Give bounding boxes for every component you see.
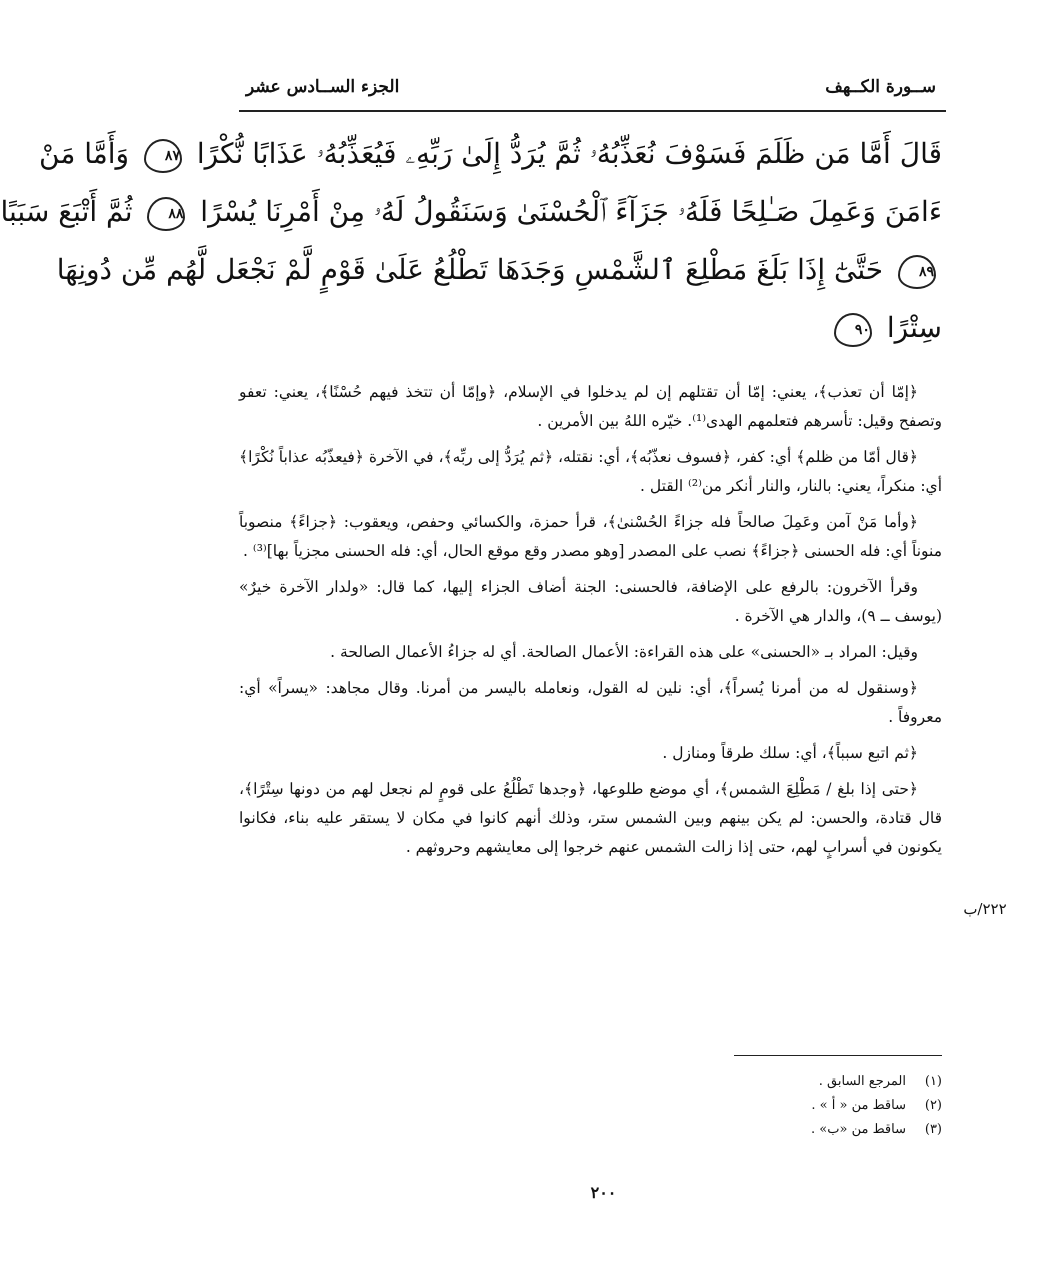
- ayah-number-marker: ٨٧: [144, 139, 182, 173]
- footnote-divider: [734, 1055, 942, 1056]
- footnote-item: [642, 1070, 942, 1094]
- commentary-paragraph: وقيل: المراد بـ «الحسنى» على هذه القراءة: الأعمال الصالحة. أي له جزاءُ الأعمال الصالحة .: [330, 643, 918, 661]
- quran-verse-text: ثُمَّ أَتْبَعَ سَبَبًا: [0, 195, 133, 228]
- footnote-item: [642, 1118, 942, 1142]
- footnote-text: ساقط من «ب» .: [811, 1122, 906, 1137]
- quran-verse-text: حَتَّىٰٓ إِذَا بَلَغَ مَطْلِعَ ٱلشَّمْسِ وَجَدَهَا تَطْلُعُ عَلَىٰ قَوْمٍ لَّمْ نَجْعَل لَّهُم مِّن دُونِهَا: [56, 253, 884, 286]
- header-divider: [239, 110, 946, 112]
- page-number: ٢٠٠: [590, 1183, 617, 1202]
- commentary-paragraph: ﴿ثم اتبع سبباً﴾، أي: سلك طرقاً ومنازل .: [662, 744, 918, 762]
- juz-title: الجزء الســادس عشر: [246, 77, 400, 97]
- commentary-body: [239, 378, 942, 869]
- commentary-paragraph: ﴿حتى إذا بلغ / مَطْلِعَ الشمس﴾، أي موضع طلوعها، ﴿وجدها تَطْلُعُ على قومٍ لم نجعل لهم من دونها سِتْرًا﴾، قال قتادة، والحسن: لم يكن بينهم وبين الشمس ستر، وذلك أنهم كانوا في مكان لا يستقر عليه بناء، فكانوا يكونون في أسرابٍ لهم، حتى إذا زالت الشمس عنهم خرجوا إلى معايشهم وحروثهم .: [239, 780, 942, 856]
- commentary-paragraph: ﴿إمّا أن تعذب﴾، يعني: إمّا أن تقتلهم إن لم يدخلوا في الإسلام، ﴿وإمّا أن تتخذ فيهم حُسْنًا﴾، يعني: تعفو وتصفح وقيل: تأسرهم فتعلمهم الهدى⁽¹⁾. خيّره اللهُ بين الأمرين .: [239, 383, 942, 430]
- commentary-paragraph: ﴿وأما مَنْ آمن وعَمِلَ صالحاً فله جزاءً الحُسْنىٰ﴾، قرأ حمزة، والكسائي وحفص، ويعقوب: ﴿جزاءً﴾ منصوباً منوناً أي: فله الحسنى ﴿جزاءً﴾ نصب على المصدر [وهو مصدر وقع موقع الحال، أي: فله الحسنى مجزياً بها]⁽³⁾ .: [239, 513, 942, 560]
- footnotes: [642, 1070, 942, 1142]
- commentary-paragraph: ﴿قال أمّا من ظلم﴾ أي: كفر، ﴿فسوف نعذّبُه﴾، أي: نقتله، ﴿ثم يُرَدُّ إلى ربِّه﴾، في الآخرة ﴿فيعذّبُه عذاباً نُكْرًا﴾ أي: منكراً، يعني: بالنار، والنار أنكر من⁽²⁾ القتل .: [239, 448, 942, 495]
- ayah-number-marker: ٨٩: [898, 255, 936, 289]
- commentary-paragraph: وقرأ الآخرون: بالرفع على الإضافة، فالحسنى: الجنة أضاف الجزاء إليها، كما قال: «ولدار الآخرة خيرٌ» (يوسف ــ ٩)، والدار هي الآخرة .: [239, 578, 942, 625]
- surah-title: ســورة الكــهف: [825, 77, 936, 97]
- footnote-text: المرجع السابق .: [818, 1074, 906, 1089]
- manuscript-folio-reference: ٢٢٢/ب: [963, 900, 1007, 918]
- commentary-paragraph: ﴿وسنقول له من أمرنا يُسراً﴾، أي: نلين له القول، ونعامله باليسر من أمرنا. وقال مجاهد: «يسراً» أي: معروفاً .: [239, 679, 942, 726]
- quran-line-1: [39, 125, 942, 183]
- quran-verse-text: سِتْرًا: [886, 311, 942, 344]
- footnote-number: (٣): [924, 1122, 942, 1137]
- quran-line-3: [56, 241, 942, 299]
- quran-line-2: [0, 183, 942, 241]
- footnote-number: (١): [924, 1074, 942, 1089]
- footnote-number: (٢): [924, 1098, 942, 1113]
- quran-verse-text: وَأَمَّا مَنْ: [39, 137, 130, 170]
- page-header: [246, 72, 936, 102]
- quran-verse-text: قَالَ أَمَّا مَن ظَلَمَ فَسَوْفَ نُعَذِّبُهُۥ ثُمَّ يُرَدُّ إِلَىٰ رَبِّهِۦ فَيُعَذِّبُهُۥ عَذَابًا نُّكْرًا: [196, 137, 942, 170]
- ayah-number-marker: ٨٨: [147, 197, 185, 231]
- ayah-number-marker: ٩٠: [834, 313, 872, 347]
- quran-verse-text: ءَامَنَ وَعَمِلَ صَـٰلِحًا فَلَهُۥ جَزَآءً ٱلْحُسْنَىٰ وَسَنَقُولُ لَهُۥ مِنْ أَمْرِنَا يُسْرًا: [200, 195, 942, 228]
- quran-text-block: [0, 125, 942, 357]
- footnote-text: ساقط من « أ » .: [811, 1098, 906, 1113]
- quran-line-4: [233, 299, 942, 357]
- footnote-item: [642, 1094, 942, 1118]
